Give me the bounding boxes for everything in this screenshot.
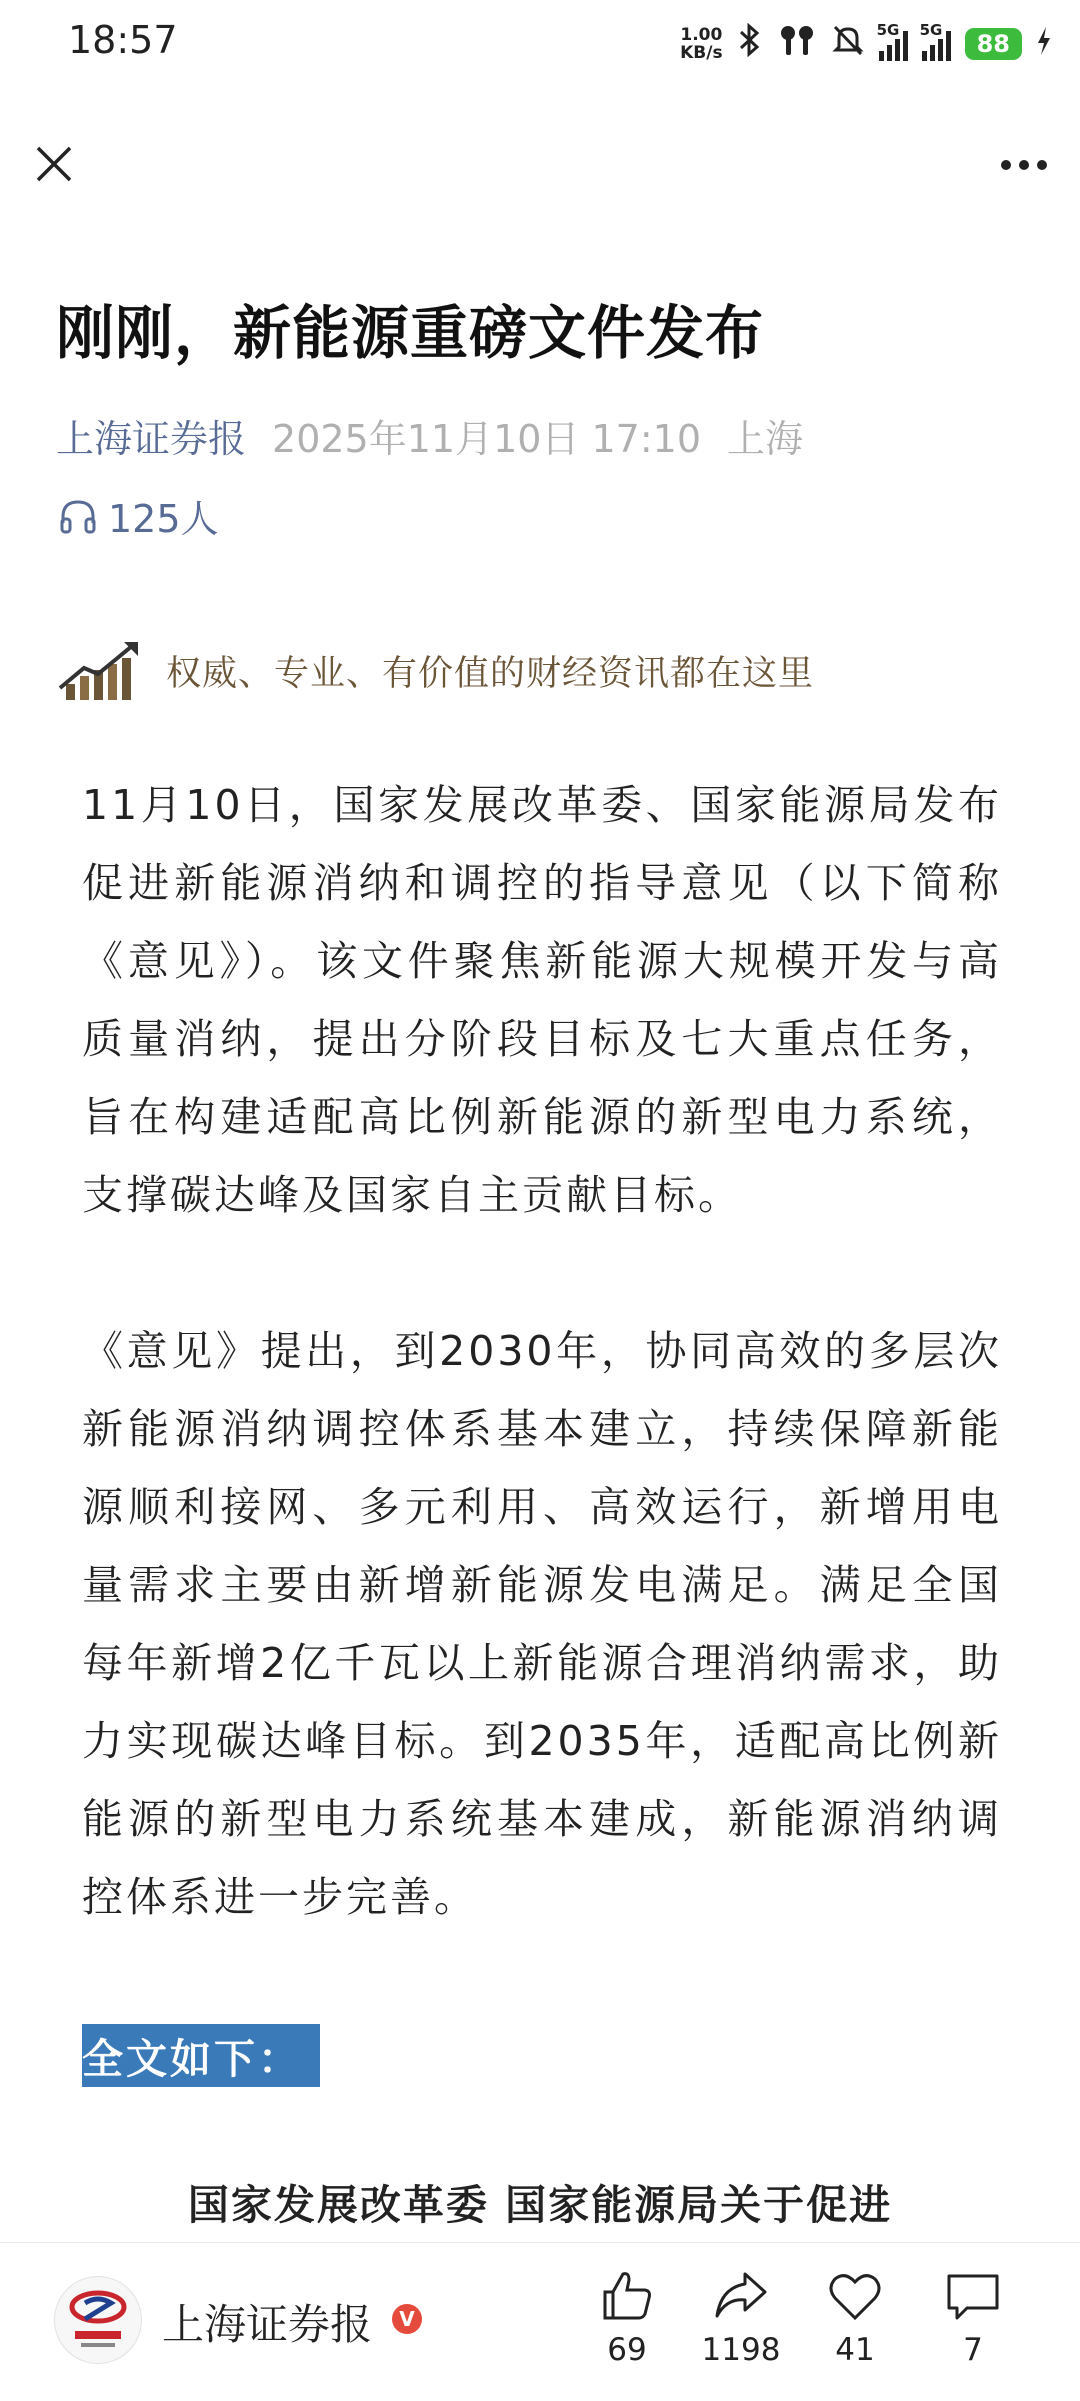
article-paragraph-2: 《意见》提出，到2030年，协同高效的多层次新能源消纳调控体系基本建立，持续保障新能源顺利接网、多元利用、高效运行，新增用电量需求主要由新增新能源发电满足。满足全国每年新增2亿千瓦以上新能源合理消纳需求，助力实现碳达峰目标。到2035年，适配高比例新能源的新型电力系统基本建成，新能源消纳调控体系进一步完善。: [82, 1327, 1002, 1921]
account-avatar[interactable]: [54, 2276, 142, 2364]
article-meta: [56, 408, 803, 463]
comment-count: 7: [963, 2332, 983, 2368]
charging-icon: [1036, 26, 1052, 63]
more-icon: [1001, 160, 1011, 170]
status-time: 18:57: [68, 18, 178, 62]
headphones-icon: [58, 496, 98, 536]
article-title: 刚刚，新能源重磅文件发布: [56, 299, 765, 367]
slogan-text: 权威、专业、有价值的财经资讯都在这里: [166, 654, 815, 694]
like-count: 69: [607, 2332, 647, 2368]
signal-sim1: 5G: [879, 27, 908, 61]
earbuds-icon: [777, 23, 817, 65]
like-button[interactable]: [582, 2268, 672, 2368]
close-icon: [28, 138, 80, 190]
comment-button[interactable]: [928, 2268, 1018, 2368]
publish-location: 上海: [727, 417, 804, 461]
article-paragraph-1: 11月10日，国家发展改革委、国家能源局发布促进新能源消纳和调控的指导意见（以下简称《意见》）。该文件聚焦新能源大规模开发与高质量消纳，提出分阶段目标及七大重点任务，旨在构建适配高比例新能源的新型电力系统，支撑碳达峰及国家自主贡献目标。: [82, 781, 1002, 1219]
favorite-count: 41: [835, 2332, 875, 2368]
shanghai-securities-logo-icon: [55, 2277, 141, 2363]
source-link[interactable]: 上海证券报: [56, 417, 247, 461]
bluetooth-icon: [737, 23, 763, 65]
like-icon: [599, 2268, 655, 2324]
share-count: 1198: [701, 2332, 781, 2368]
favorite-button[interactable]: [810, 2268, 900, 2368]
share-button[interactable]: [696, 2268, 786, 2368]
share-icon: [713, 2268, 769, 2324]
document-title: 国家发展改革委 国家能源局关于促进: [187, 2181, 893, 2229]
network-speed: 1.00 KB/s: [680, 25, 723, 63]
growth-chart-icon: [58, 640, 140, 702]
battery-level: 88: [965, 28, 1022, 60]
full-text-heading: 全文如下：: [82, 2024, 320, 2087]
comment-icon: [945, 2268, 1001, 2324]
listener-count: 125人: [108, 497, 219, 541]
account-name[interactable]: 上海证券报: [162, 2300, 373, 2349]
favorite-icon: [827, 2268, 883, 2324]
close-button[interactable]: [28, 138, 80, 190]
signal-sim2: 5G: [922, 27, 951, 61]
more-button[interactable]: [996, 140, 1052, 190]
mute-icon: [831, 23, 865, 65]
verified-badge: V: [392, 2304, 422, 2334]
listen-button[interactable]: [58, 488, 219, 543]
slogan-banner: [58, 640, 814, 702]
publish-date: 2025年11月10日 17:10: [272, 417, 702, 461]
status-icons: [680, 18, 1052, 70]
